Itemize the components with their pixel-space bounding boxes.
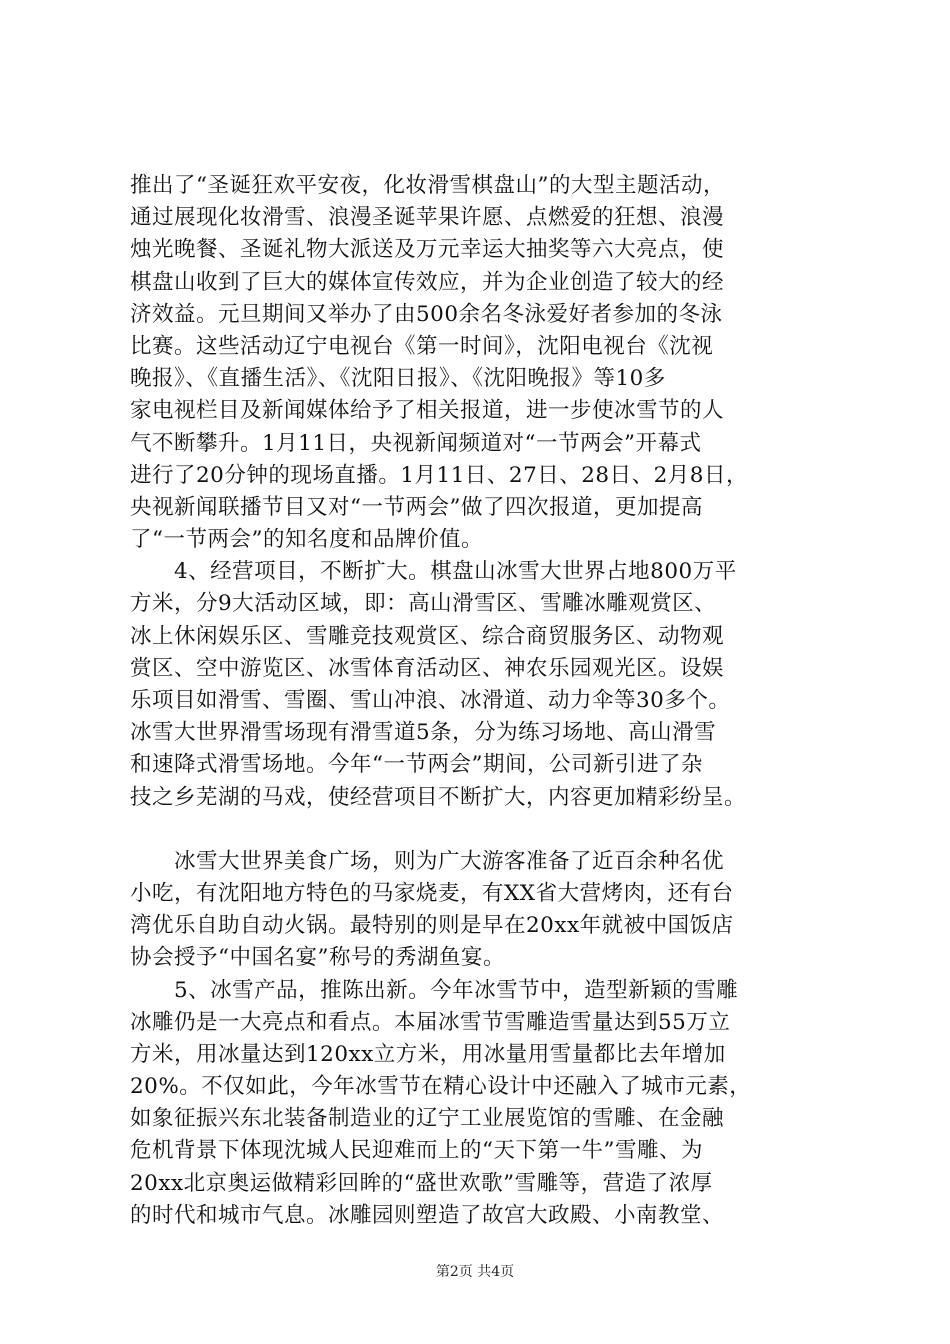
text-line: 和速降式滑雪场地。今年“一节两会”期间，公司新引进了杂 — [130, 752, 703, 778]
text-line: 20xx北京奥运做精彩回眸的“盛世欢歌”雪雕等，营造了浓厚 — [130, 1170, 713, 1196]
text-line: 烛光晚餐、圣诞礼物大派送及万元幸运大抽奖等六大亮点，使 — [130, 237, 725, 263]
text-line: 央视新闻联播节目又对“一节两会”做了四次报道，更加提高 — [130, 494, 703, 520]
text-line: 小吃，有沈阳地方特色的马家烧麦，有XX省大营烤肉，还有台 — [130, 880, 734, 906]
paragraph-block-2 — [130, 846, 830, 1232]
text-line: 的时代和城市气息。冰雕园则塑造了故宫大政殿、小南教堂、 — [130, 1202, 725, 1228]
page-number-footer: 第2页 共4页 — [435, 1264, 515, 1280]
text-line: 协会授予“中国名宴”称号的秀湖鱼宴。 — [130, 945, 505, 971]
text-line: 乐项目如滑雪、雪圈、雪山冲浪、冰滑道、动力伞等30多个。 — [130, 688, 731, 713]
text-line: 晚报》、《直播生活》、《沈阳日报》、《沈阳晚报》等10多 — [130, 366, 666, 392]
text-line: 冰雕仍是一大亮点和看点。本届冰雪节雪雕造雪量达到55万立 — [130, 1009, 731, 1035]
text-line: 5、冰雪产品，推陈出新。今年冰雪节中，造型新颖的雪雕 — [130, 977, 739, 1003]
text-line: 冰雪大世界美食广场，则为广大游客准备了近百余种名优 — [130, 848, 725, 874]
text-line: 比赛。这些活动辽宁电视台《第一时间》，沈阳电视台《沈视 — [130, 333, 714, 359]
text-line: 气不断攀升。1月11日，央视新闻频道对“一节两会”开幕式 — [130, 430, 702, 456]
text-line: 家电视栏目及新闻媒体给予了相关报道，进一步使冰雪节的人 — [130, 398, 725, 424]
text-line: 济效益。元旦期间又举办了由500余名冬泳爱好者参加的冬泳 — [130, 301, 723, 327]
text-line: 冰上休闲娱乐区、雪雕竞技观赏区、综合商贸服务区、动物观 — [130, 623, 725, 649]
text-line: 方米，用冰量达到120xx立方米，用冰量用雪量都比去年增加 — [130, 1041, 726, 1067]
text-line: 技之乡芜湖的马戏，使经营项目不断扩大，内容更加精彩纷呈。 — [130, 784, 747, 810]
body-text — [130, 170, 830, 1232]
text-line: 棋盘山收到了巨大的媒体宣传效应，并为企业创造了较大的经 — [130, 269, 725, 295]
text-line: 危机背景下体现沈城人民迎难而上的“天下第一牛”雪雕、为 — [130, 1138, 703, 1164]
text-line: 赏区、空中游览区、冰雪体育活动区、神农乐园观光区。设娱 — [130, 655, 725, 681]
text-line: 20%。不仅如此，今年冰雪节在精心设计中还融入了城市元素， — [130, 1074, 752, 1100]
text-line: 通过展现化妆滑雪、浪漫圣诞苹果许愿、点燃爱的狂想、浪漫 — [130, 205, 725, 231]
text-line: 如象征振兴东北装备制造业的辽宁工业展览馆的雪雕、在金融 — [130, 1106, 725, 1132]
text-line: 进行了20分钟的现场直播。1月11日、27日、28日、2月8日， — [130, 462, 748, 488]
text-line: 湾优乐自助自动火锅。最特别的则是早在20xx年就被中国饭店 — [130, 913, 734, 939]
text-line: 了“一节两会”的知名度和品牌价值。 — [130, 527, 483, 553]
text-line: 推出了“圣诞狂欢平安夜，化妆滑雪棋盘山”的大型主题活动， — [130, 173, 725, 198]
text-line: 4、经营项目，不断扩大。棋盘山冰雪大世界占地800万平 — [130, 559, 737, 585]
paragraph-gap — [130, 814, 830, 846]
text-line: 冰雪大世界滑雪场现有滑雪道5条，分为练习场地、高山滑雪 — [130, 720, 717, 746]
paragraph-block-1 — [130, 170, 830, 814]
text-line: 方米，分9大活动区域，即：高山滑雪区、雪雕冰雕观赏区、 — [130, 591, 717, 617]
